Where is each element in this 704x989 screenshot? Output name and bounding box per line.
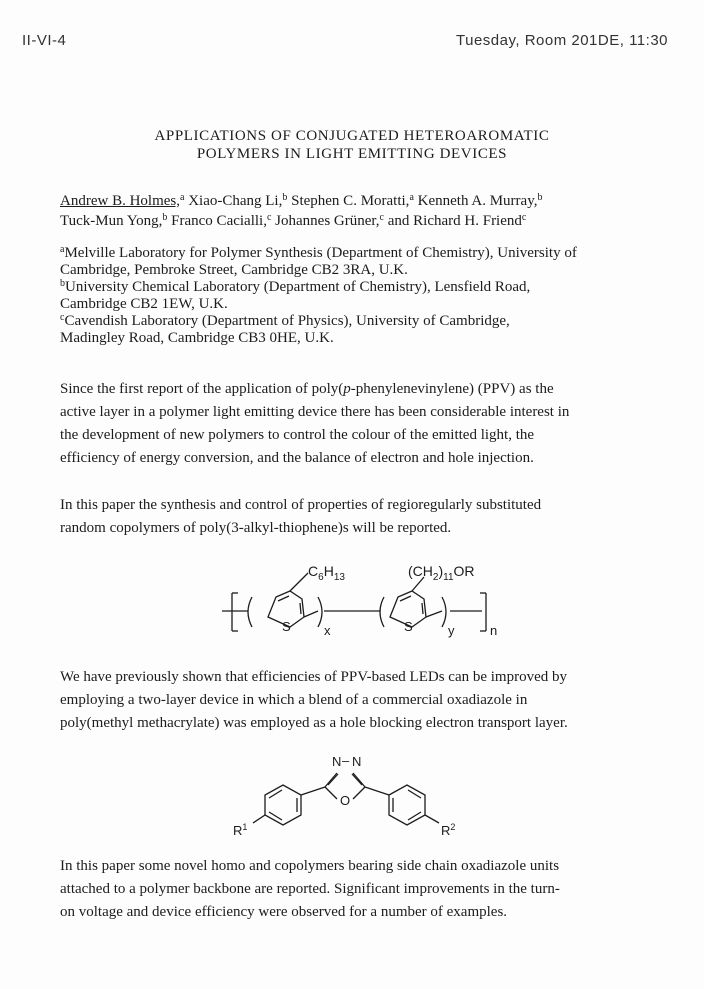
repeat-n-label: n bbox=[490, 623, 498, 638]
paragraph-3-line-1: We have previously shown that efficiencies of PPV-based LEDs can be improved by bbox=[60, 669, 568, 685]
paragraph-3-line-2: employing a two-layer device in which a blend of a commercial oxadiazole in bbox=[60, 692, 528, 708]
paragraph-4-line-2: attached to a polymer backbone are reported. Significant improvements in the turn- bbox=[60, 881, 560, 897]
thiophene-copolymer-structure bbox=[220, 555, 520, 655]
paragraph-2-line-2: random copolymers of poly(3-alkyl-thiophene)s will be reported. bbox=[60, 520, 452, 536]
sulfur-label-1: S bbox=[282, 619, 291, 634]
affiliation-a-line-1: $^a$Melville Laboratory for Polymer Synthesis (Department of Chemistry), University of bbox=[60, 244, 577, 261]
paragraph-1-line-3: the development of new polymers to control the colour of the emitted light, the bbox=[60, 427, 535, 443]
affiliation-b-line-2: Cambridge CB2 1EW, U.K. bbox=[60, 296, 228, 312]
paragraph-1-line-4: efficiency of energy conversion, and the balance of electron and hole injection. bbox=[60, 450, 534, 466]
paper-title-line-2: POLYMERS IN LIGHT EMITTING DEVICES bbox=[196, 146, 508, 162]
oxygen-label: O bbox=[340, 793, 351, 808]
alkoxy-substituent: $(CH_2)_{11}OR$ bbox=[408, 563, 475, 583]
presenting-author: Andrew B. Holmes, bbox=[60, 193, 180, 209]
session-time: Tuesday, Room 201DE, 11:30 bbox=[456, 32, 668, 49]
affiliation-c-line-1: $^c$Cavendish Laboratory (Department of Physics), University of Cambridge, bbox=[60, 312, 510, 329]
r1-substituent: $R^1$ bbox=[233, 822, 248, 838]
repeat-y-label: y bbox=[448, 623, 455, 638]
paragraph-1-line-2: active layer in a polymer light emitting device there has been considerable interest in bbox=[60, 404, 570, 420]
author-line-1: Andrew B. Holmes,$^a$ Xiao-Chang Li,$^b$ Stephen C. Moratti,$^a$ Kenneth A. Murray,$^b$ bbox=[60, 192, 543, 209]
affiliation-a-line-2: Cambridge, Pembroke Street, Cambridge CB2 3RA, U.K. bbox=[60, 262, 408, 278]
hexyl-substituent: $C_6H_{13}$ bbox=[308, 563, 345, 583]
session-code: II-VI-4 bbox=[22, 32, 67, 49]
paragraph-2-line-1: In this paper the synthesis and control of properties of regioregularly substituted bbox=[60, 497, 542, 513]
sulfur-label-2: S bbox=[404, 619, 413, 634]
affiliation-c-line-2: Madingley Road, Cambridge CB3 0HE, U.K. bbox=[60, 330, 334, 346]
oxadiazole-structure bbox=[225, 745, 495, 845]
nitrogen-label-2: N bbox=[352, 754, 362, 769]
paragraph-4-line-3: on voltage and device efficiency were observed for a number of examples. bbox=[60, 904, 508, 920]
nn-bond-dash: – bbox=[342, 753, 350, 768]
repeat-x-label: x bbox=[324, 623, 331, 638]
paragraph-3-line-3: poly(methyl methacrylate) was employed as a hole blocking electron transport layer. bbox=[60, 715, 568, 731]
r2-substituent: $R^2$ bbox=[441, 822, 456, 838]
affiliation-b-line-1: $^b$University Chemical Laboratory (Department of Chemistry), Lensfield Road, bbox=[60, 278, 531, 295]
nitrogen-label-1: N bbox=[332, 754, 342, 769]
author-line-2: Tuck-Mun Yong,$^b$ Franco Cacialli,$^c$ Johannes Grüner,$^c$ and Richard H. Friend$^c$ bbox=[60, 212, 527, 229]
paper-title-line-1: APPLICATIONS OF CONJUGATED HETEROAROMATIC bbox=[154, 128, 550, 144]
paragraph-1-line-1: Since the first report of the application of poly(p-phenylenevinylene) (PPV) as the bbox=[60, 381, 554, 397]
paragraph-4-line-1: In this paper some novel homo and copolymers bearing side chain oxadiazole units bbox=[60, 858, 560, 874]
